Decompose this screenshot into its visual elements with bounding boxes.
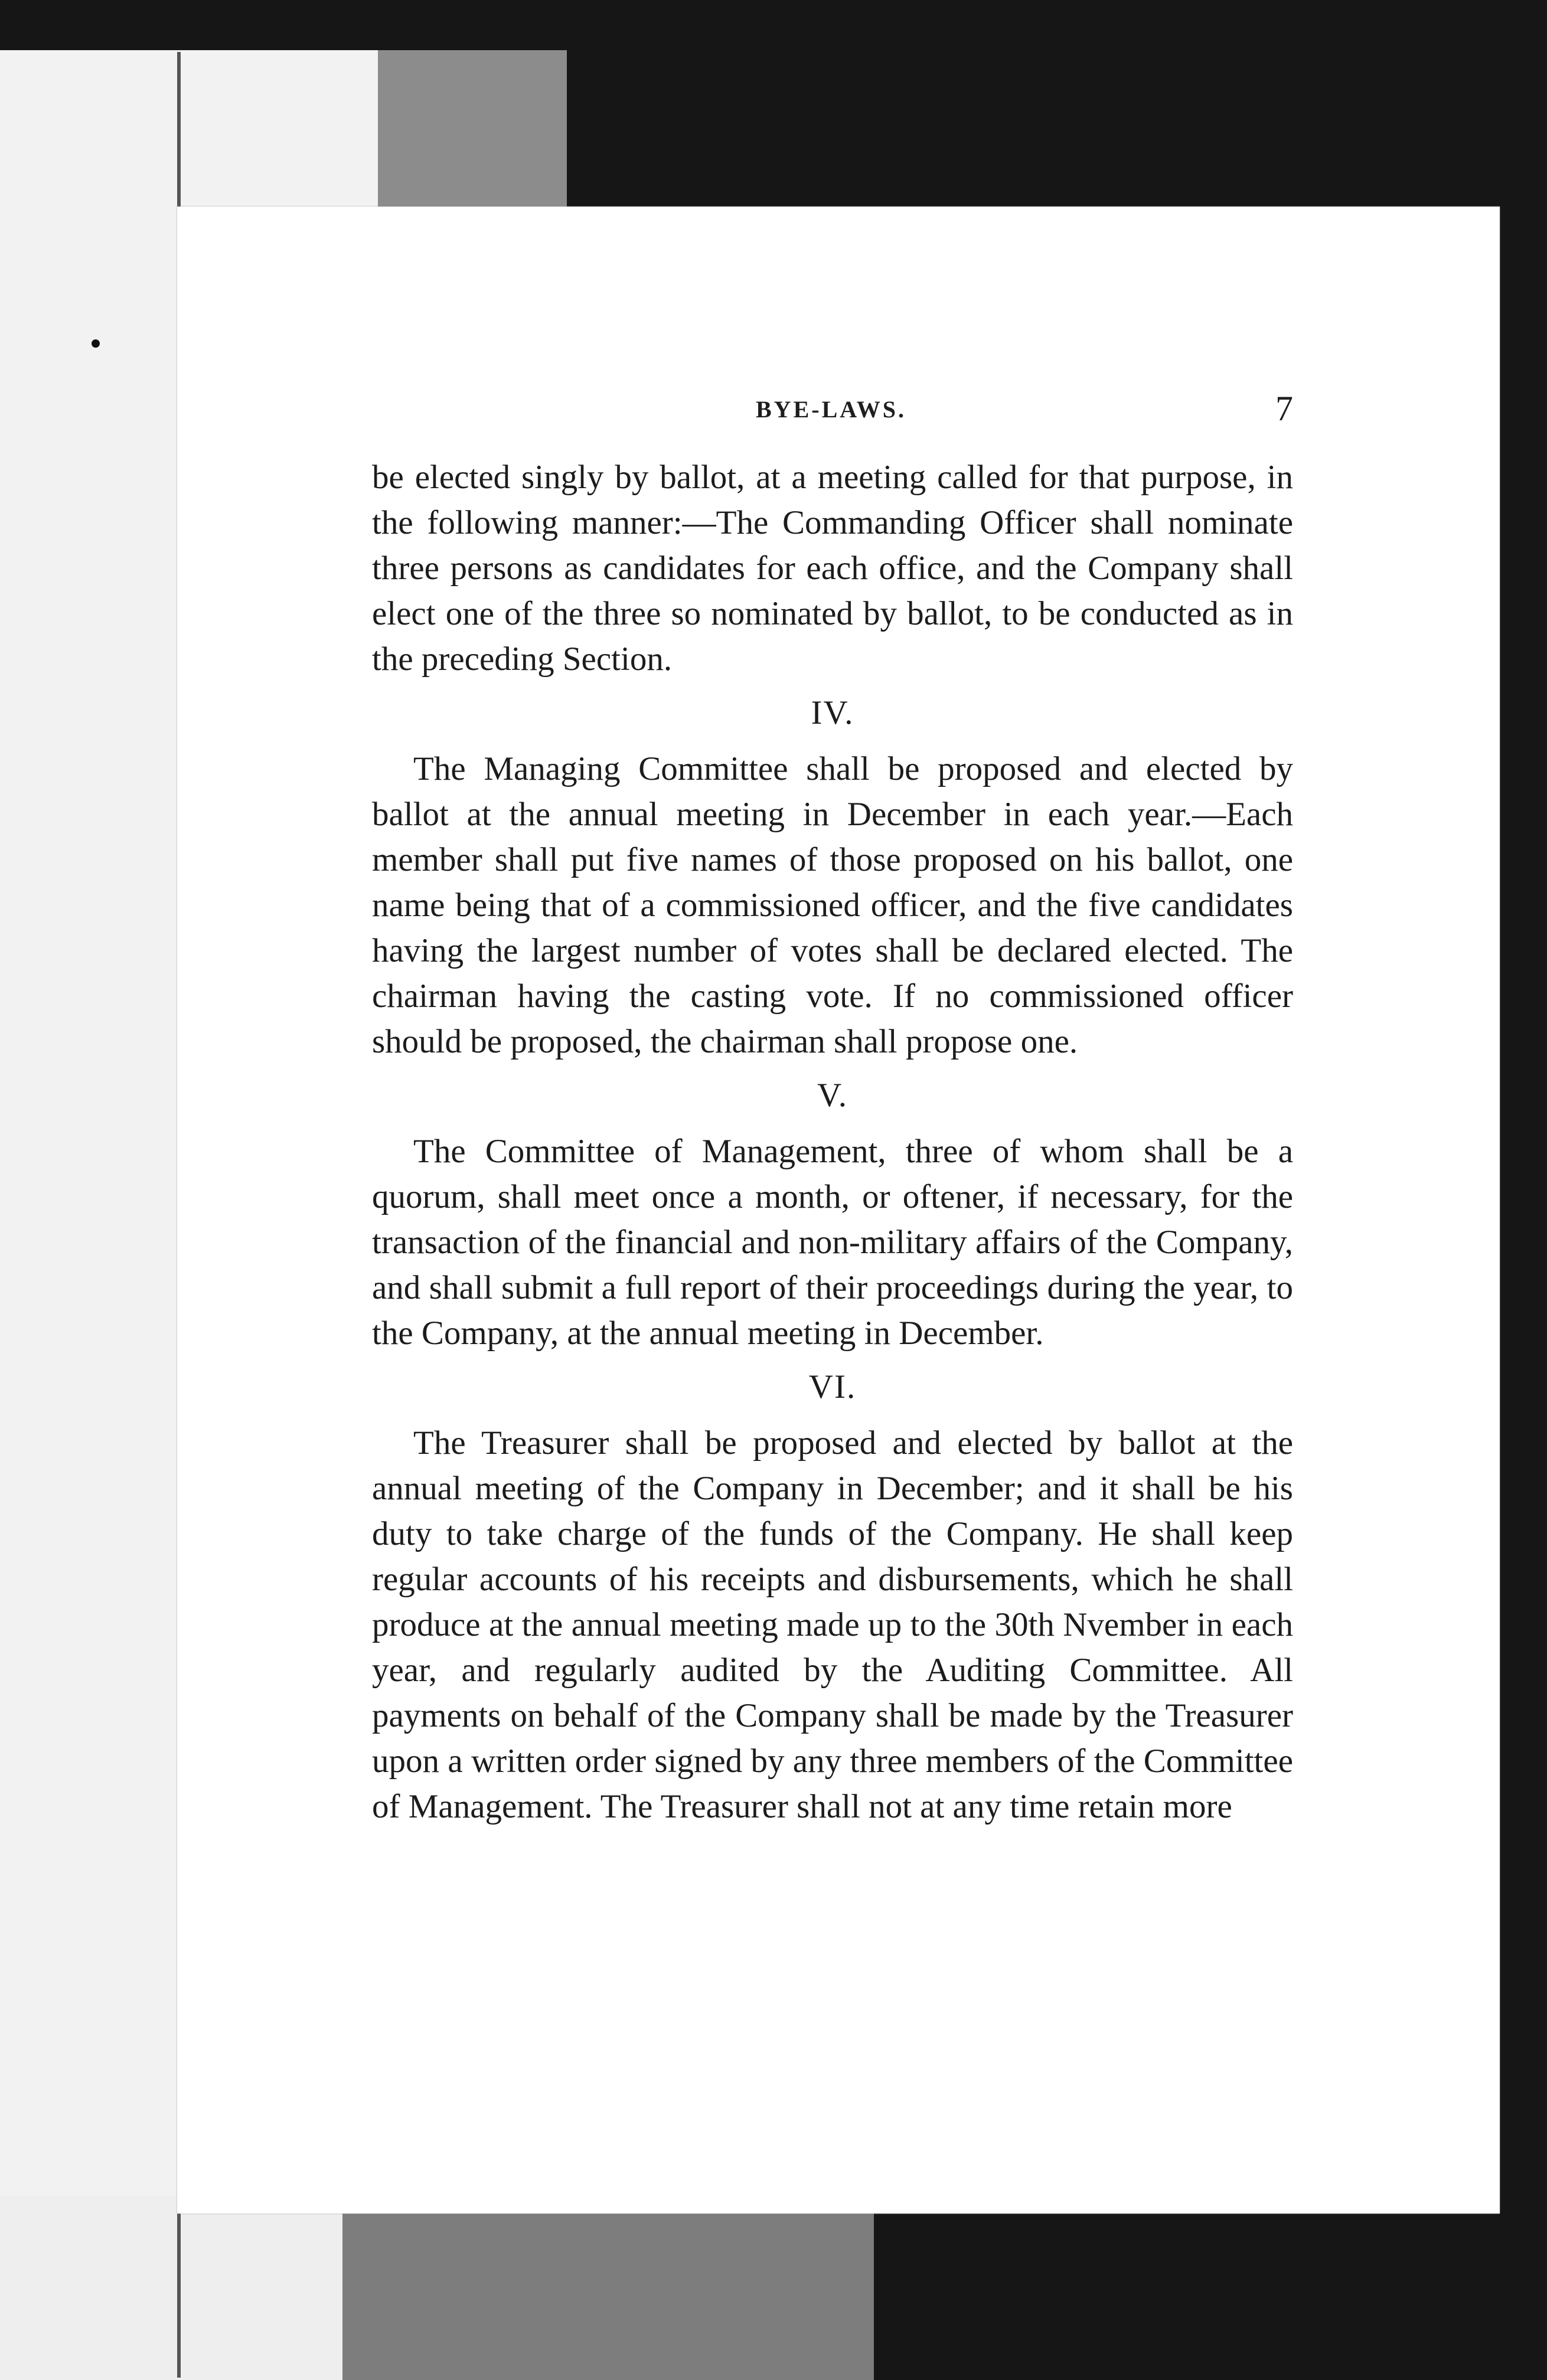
- facing-page-bottom: [0, 2196, 348, 2380]
- ink-speck: [92, 339, 100, 348]
- document-page: [177, 207, 1500, 2214]
- running-title: BYE-LAWS.: [756, 396, 906, 423]
- section-v: [372, 1073, 1293, 1356]
- section-heading: V.: [817, 1077, 848, 1114]
- section-heading: IV.: [811, 694, 854, 731]
- section-heading: VI.: [808, 1368, 857, 1405]
- binding-shadow-top: [378, 50, 567, 227]
- running-header: [177, 389, 1500, 443]
- section-paragraph: The Managing Committee shall be proposed and elected by ballot at the annual meeting in December in each year.—Each member shall put five names of those proposed on his ballot, one name being that of a commissioned officer, and the five candidates having the largest number of votes shall be declared elected. The chairman having the casting vote. If no commissioned officer should be proposed, the chairman shall propose one.: [372, 750, 1293, 1060]
- intro-paragraph: be elected singly by ballot, at a meeting called for that purpose, in the following manner:—The Commanding Officer shall nominate three persons as candidates for each office, and the Company shall elect one of the three so nominated by ballot, to be conducted as in the preceding Section.: [372, 459, 1293, 678]
- section-iv: [372, 690, 1293, 1064]
- section-paragraph: The Committee of Management, three of whom shall be a quorum, shall meet once a month, or oftener, if necessary, for the transaction of the financial and non-military affairs of the Company, and shall submit a full report of their proceedings during the year, to the Company, at the annual meeting in December.: [372, 1133, 1293, 1352]
- section-paragraph: The Treasurer shall be proposed and elected by ballot at the annual meeting of the Company in December; and it shall be his duty to take charge of the funds of the Company. He shall keep regular accounts of his receipts and disbursements, which he shall produce at the annual meeting made up to the 30th Nvember in each year, and regularly audited by the Auditing Committee. All payments on behalf of the Company shall be made by the Treasurer upon a written order signed by any three members of the Committee of Management. The Treasurer shall not at any time retain more: [372, 1424, 1293, 1825]
- page-number: 7: [1275, 389, 1293, 428]
- page-body: [372, 455, 1293, 1829]
- section-vi: [372, 1364, 1293, 1829]
